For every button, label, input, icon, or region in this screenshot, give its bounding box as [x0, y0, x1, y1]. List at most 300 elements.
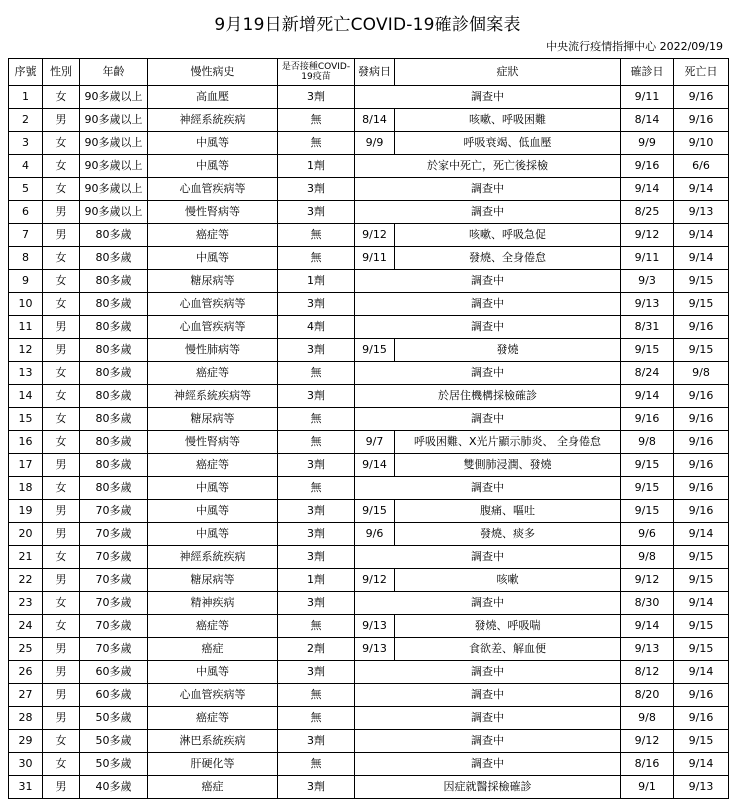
- cell-confirm: 9/15: [621, 500, 674, 523]
- cell-chronic: 精神疾病: [148, 592, 278, 615]
- cell-symptoms: 咳嗽: [395, 569, 621, 592]
- cell-chronic: 高血壓: [148, 86, 278, 109]
- source-line: 中央流行疫情指揮中心 2022/09/19: [546, 40, 723, 53]
- cell-sex: 女: [43, 178, 80, 201]
- cell-onset: 8/14: [355, 109, 395, 132]
- cell-sex: 女: [43, 592, 80, 615]
- cell-vaccine: 3劑: [278, 592, 355, 615]
- cell-death: 9/16: [674, 477, 729, 500]
- cell-death: 9/14: [674, 523, 729, 546]
- cell-death: 9/16: [674, 500, 729, 523]
- cell-no: 13: [9, 362, 43, 385]
- cell-vaccine: 3劑: [278, 454, 355, 477]
- table-row: [9, 638, 729, 661]
- cell-age: 70多歲: [80, 523, 148, 546]
- cell-confirm: 9/14: [621, 385, 674, 408]
- cell-chronic: 癌症等: [148, 707, 278, 730]
- cell-sex: 女: [43, 86, 80, 109]
- cell-vaccine: 無: [278, 408, 355, 431]
- cell-chronic: 中風等: [148, 247, 278, 270]
- cell-vaccine: 3劑: [278, 661, 355, 684]
- cell-age: 80多歲: [80, 224, 148, 247]
- cell-death: 9/16: [674, 707, 729, 730]
- cell-confirm: 9/6: [621, 523, 674, 546]
- cell-confirm: 9/1: [621, 776, 674, 799]
- cell-vaccine: 3劑: [278, 201, 355, 224]
- cell-death: 9/16: [674, 408, 729, 431]
- cell-sex: 男: [43, 339, 80, 362]
- cell-onset: 9/15: [355, 339, 395, 362]
- cell-confirm: 9/16: [621, 408, 674, 431]
- cell-no: 26: [9, 661, 43, 684]
- cell-vaccine: 無: [278, 362, 355, 385]
- cell-age: 80多歲: [80, 477, 148, 500]
- cell-sex: 男: [43, 454, 80, 477]
- cell-vaccine: 無: [278, 224, 355, 247]
- cell-sex: 女: [43, 408, 80, 431]
- cell-chronic: 癌症等: [148, 362, 278, 385]
- cell-age: 70多歲: [80, 638, 148, 661]
- cell-death: 9/14: [674, 224, 729, 247]
- table-row: [9, 776, 729, 799]
- cell-sex: 男: [43, 224, 80, 247]
- cell-symptoms: 調查中: [355, 730, 621, 753]
- cell-sex: 女: [43, 247, 80, 270]
- cell-no: 28: [9, 707, 43, 730]
- cell-chronic: 心血管疾病等: [148, 684, 278, 707]
- cell-chronic: 中風等: [148, 523, 278, 546]
- table-row: [9, 523, 729, 546]
- cell-symptoms: 腹痛、嘔吐: [395, 500, 621, 523]
- table-row: [9, 730, 729, 753]
- cell-vaccine: 無: [278, 707, 355, 730]
- cell-vaccine: 3劑: [278, 776, 355, 799]
- cell-sex: 女: [43, 730, 80, 753]
- cell-chronic: 糖尿病等: [148, 270, 278, 293]
- cell-vaccine: 3劑: [278, 339, 355, 362]
- cell-chronic: 肝硬化等: [148, 753, 278, 776]
- cell-chronic: 癌症等: [148, 615, 278, 638]
- table-header-row: [9, 59, 729, 86]
- cell-vaccine: 2劑: [278, 638, 355, 661]
- table-body: [9, 86, 729, 799]
- table-row: [9, 615, 729, 638]
- cell-symptoms: 發燒: [395, 339, 621, 362]
- cell-confirm: 8/30: [621, 592, 674, 615]
- table-row: [9, 109, 729, 132]
- cell-vaccine: 無: [278, 109, 355, 132]
- cell-age: 80多歲: [80, 247, 148, 270]
- cell-age: 90多歲以上: [80, 86, 148, 109]
- cell-no: 20: [9, 523, 43, 546]
- cell-sex: 男: [43, 776, 80, 799]
- cell-vaccine: 無: [278, 753, 355, 776]
- cell-death: 9/13: [674, 201, 729, 224]
- cell-symptoms: 調查中: [355, 362, 621, 385]
- cell-confirm: 9/15: [621, 454, 674, 477]
- case-table: [8, 58, 729, 799]
- cell-confirm: 8/12: [621, 661, 674, 684]
- cell-sex: 女: [43, 546, 80, 569]
- cell-sex: 男: [43, 638, 80, 661]
- cell-sex: 女: [43, 155, 80, 178]
- table-row: [9, 753, 729, 776]
- cell-age: 50多歲: [80, 730, 148, 753]
- cell-age: 70多歲: [80, 546, 148, 569]
- cell-onset: 9/12: [355, 224, 395, 247]
- cell-age: 80多歲: [80, 385, 148, 408]
- cell-symptoms: 呼吸衰竭、低血壓: [395, 132, 621, 155]
- cell-age: 90多歲以上: [80, 155, 148, 178]
- table-row: [9, 500, 729, 523]
- cell-chronic: 慢性肺病等: [148, 339, 278, 362]
- cell-vaccine: 1劑: [278, 270, 355, 293]
- cell-confirm: 8/31: [621, 316, 674, 339]
- table-row: [9, 155, 729, 178]
- header-vaccine: 是否接種COVID-19疫苗: [278, 59, 355, 86]
- cell-confirm: 9/11: [621, 86, 674, 109]
- cell-symptoms: 發燒、呼吸喘: [395, 615, 621, 638]
- cell-onset: 9/15: [355, 500, 395, 523]
- cell-vaccine: 1劑: [278, 155, 355, 178]
- table-row: [9, 178, 729, 201]
- cell-age: 70多歲: [80, 500, 148, 523]
- cell-symptoms: 調查中: [355, 316, 621, 339]
- cell-confirm: 9/12: [621, 730, 674, 753]
- cell-symptoms: 調查中: [355, 293, 621, 316]
- header-symptoms: 症狀: [395, 59, 621, 86]
- cell-confirm: 9/8: [621, 431, 674, 454]
- cell-confirm: 9/11: [621, 247, 674, 270]
- cell-chronic: 癌症: [148, 776, 278, 799]
- header-age: 年齡: [80, 59, 148, 86]
- cell-death: 9/8: [674, 362, 729, 385]
- cell-sex: 男: [43, 523, 80, 546]
- table-row: [9, 270, 729, 293]
- cell-symptoms: 調查中: [355, 86, 621, 109]
- cell-onset: 9/6: [355, 523, 395, 546]
- cell-symptoms: 調查中: [355, 408, 621, 431]
- cell-sex: 男: [43, 109, 80, 132]
- cell-symptoms: 調查中: [355, 178, 621, 201]
- table-row: [9, 362, 729, 385]
- cell-sex: 女: [43, 385, 80, 408]
- cell-age: 90多歲以上: [80, 109, 148, 132]
- cell-death: 9/15: [674, 293, 729, 316]
- cell-no: 10: [9, 293, 43, 316]
- cell-no: 16: [9, 431, 43, 454]
- cell-no: 18: [9, 477, 43, 500]
- cell-sex: 男: [43, 684, 80, 707]
- cell-symptoms: 雙側肺浸潤、發燒: [395, 454, 621, 477]
- cell-sex: 女: [43, 431, 80, 454]
- cell-no: 30: [9, 753, 43, 776]
- cell-no: 25: [9, 638, 43, 661]
- cell-sex: 女: [43, 753, 80, 776]
- cell-no: 2: [9, 109, 43, 132]
- cell-death: 9/14: [674, 247, 729, 270]
- cell-symptoms: 呼吸困難、X光片顯示肺炎、 全身倦怠: [395, 431, 621, 454]
- cell-onset: 9/14: [355, 454, 395, 477]
- cell-chronic: 中風等: [148, 155, 278, 178]
- table-row: [9, 569, 729, 592]
- cell-symptoms: 調查中: [355, 477, 621, 500]
- cell-death: 9/15: [674, 615, 729, 638]
- cell-death: 9/16: [674, 385, 729, 408]
- cell-death: 9/15: [674, 339, 729, 362]
- cell-sex: 男: [43, 500, 80, 523]
- cell-age: 80多歲: [80, 454, 148, 477]
- header-onset: 發病日: [355, 59, 395, 86]
- cell-vaccine: 無: [278, 684, 355, 707]
- cell-age: 80多歲: [80, 316, 148, 339]
- cell-vaccine: 3劑: [278, 523, 355, 546]
- cell-vaccine: 3劑: [278, 500, 355, 523]
- cell-vaccine: 無: [278, 477, 355, 500]
- header-chronic: 慢性病史: [148, 59, 278, 86]
- cell-age: 90多歲以上: [80, 178, 148, 201]
- cell-chronic: 慢性腎病等: [148, 201, 278, 224]
- cell-vaccine: 1劑: [278, 569, 355, 592]
- cell-death: 9/15: [674, 730, 729, 753]
- cell-death: 9/16: [674, 316, 729, 339]
- cell-vaccine: 3劑: [278, 730, 355, 753]
- cell-death: 9/14: [674, 753, 729, 776]
- cell-age: 70多歲: [80, 592, 148, 615]
- cell-sex: 男: [43, 661, 80, 684]
- cell-symptoms: 調查中: [355, 684, 621, 707]
- cell-age: 50多歲: [80, 707, 148, 730]
- cell-confirm: 9/12: [621, 569, 674, 592]
- cell-symptoms: 調查中: [355, 592, 621, 615]
- cell-death: 9/16: [674, 86, 729, 109]
- cell-death: 9/14: [674, 178, 729, 201]
- cell-confirm: 9/14: [621, 178, 674, 201]
- cell-onset: 9/13: [355, 638, 395, 661]
- cell-confirm: 9/9: [621, 132, 674, 155]
- cell-age: 60多歲: [80, 684, 148, 707]
- table-row: [9, 132, 729, 155]
- cell-chronic: 慢性腎病等: [148, 431, 278, 454]
- cell-no: 11: [9, 316, 43, 339]
- cell-no: 14: [9, 385, 43, 408]
- cell-no: 23: [9, 592, 43, 615]
- cell-vaccine: 3劑: [278, 178, 355, 201]
- cell-chronic: 中風等: [148, 500, 278, 523]
- cell-age: 80多歲: [80, 270, 148, 293]
- cell-no: 19: [9, 500, 43, 523]
- cell-symptoms: 咳嗽、呼吸急促: [395, 224, 621, 247]
- cell-no: 17: [9, 454, 43, 477]
- cell-no: 22: [9, 569, 43, 592]
- cell-age: 80多歲: [80, 362, 148, 385]
- cell-symptoms: 發燒、痰多: [395, 523, 621, 546]
- cell-confirm: 9/13: [621, 293, 674, 316]
- cell-age: 80多歲: [80, 408, 148, 431]
- cell-sex: 女: [43, 477, 80, 500]
- cell-symptoms: 調查中: [355, 546, 621, 569]
- cell-confirm: 9/14: [621, 615, 674, 638]
- cell-vaccine: 3劑: [278, 385, 355, 408]
- cell-confirm: 8/16: [621, 753, 674, 776]
- cell-chronic: 心血管疾病等: [148, 316, 278, 339]
- cell-death: 6/6: [674, 155, 729, 178]
- cell-chronic: 淋巴系統疾病: [148, 730, 278, 753]
- cell-confirm: 9/16: [621, 155, 674, 178]
- cell-confirm: 9/3: [621, 270, 674, 293]
- cell-vaccine: 無: [278, 431, 355, 454]
- cell-chronic: 癌症等: [148, 454, 278, 477]
- cell-onset: 9/13: [355, 615, 395, 638]
- cell-symptoms: 調查中: [355, 270, 621, 293]
- cell-vaccine: 無: [278, 132, 355, 155]
- table-row: [9, 546, 729, 569]
- table-row: [9, 247, 729, 270]
- cell-no: 27: [9, 684, 43, 707]
- cell-vaccine: 無: [278, 615, 355, 638]
- cell-onset: 9/12: [355, 569, 395, 592]
- table-row: [9, 201, 729, 224]
- cell-symptoms: 調查中: [355, 707, 621, 730]
- cell-symptoms: 調查中: [355, 201, 621, 224]
- table-row: [9, 431, 729, 454]
- cell-sex: 女: [43, 270, 80, 293]
- cell-symptoms: 調查中: [355, 753, 621, 776]
- cell-no: 6: [9, 201, 43, 224]
- cell-onset: 9/7: [355, 431, 395, 454]
- cell-no: 8: [9, 247, 43, 270]
- table-row: [9, 661, 729, 684]
- cell-sex: 男: [43, 569, 80, 592]
- cell-symptoms: 調查中: [355, 661, 621, 684]
- cell-death: 9/15: [674, 546, 729, 569]
- table-row: [9, 592, 729, 615]
- cell-sex: 女: [43, 132, 80, 155]
- cell-chronic: 中風等: [148, 132, 278, 155]
- cell-chronic: 神經系統疾病等: [148, 385, 278, 408]
- cell-vaccine: 3劑: [278, 546, 355, 569]
- cell-no: 24: [9, 615, 43, 638]
- cell-confirm: 8/25: [621, 201, 674, 224]
- cell-confirm: 9/8: [621, 707, 674, 730]
- cell-symptoms: 發燒、全身倦怠: [395, 247, 621, 270]
- cell-death: 9/16: [674, 109, 729, 132]
- table-row: [9, 224, 729, 247]
- cell-no: 31: [9, 776, 43, 799]
- cell-confirm: 9/12: [621, 224, 674, 247]
- cell-sex: 女: [43, 362, 80, 385]
- cell-chronic: 神經系統疾病: [148, 546, 278, 569]
- cell-age: 70多歲: [80, 615, 148, 638]
- cell-chronic: 心血管疾病等: [148, 293, 278, 316]
- table-row: [9, 707, 729, 730]
- table-row: [9, 385, 729, 408]
- table-row: [9, 316, 729, 339]
- cell-age: 70多歲: [80, 569, 148, 592]
- cell-onset: 9/9: [355, 132, 395, 155]
- page-title: 9月19日新增死亡COVID-19確診個案表: [214, 15, 521, 35]
- cell-sex: 女: [43, 293, 80, 316]
- cell-symptoms: 咳嗽、呼吸困難: [395, 109, 621, 132]
- cell-confirm: 9/8: [621, 546, 674, 569]
- cell-confirm: 8/24: [621, 362, 674, 385]
- table-row: [9, 684, 729, 707]
- cell-death: 9/14: [674, 661, 729, 684]
- cell-age: 50多歲: [80, 753, 148, 776]
- cell-chronic: 癌症: [148, 638, 278, 661]
- cell-confirm: 9/15: [621, 339, 674, 362]
- cell-no: 15: [9, 408, 43, 431]
- table-row: [9, 477, 729, 500]
- table-row: [9, 293, 729, 316]
- cell-chronic: 中風等: [148, 661, 278, 684]
- cell-age: 60多歲: [80, 661, 148, 684]
- cell-symptoms: 於家中死亡，死亡後採檢: [355, 155, 621, 178]
- cell-vaccine: 4劑: [278, 316, 355, 339]
- table-row: [9, 339, 729, 362]
- header-no: 序號: [9, 59, 43, 86]
- cell-vaccine: 無: [278, 247, 355, 270]
- cell-no: 3: [9, 132, 43, 155]
- cell-symptoms: 於居住機構採檢確診: [355, 385, 621, 408]
- cell-death: 9/16: [674, 454, 729, 477]
- table-row: [9, 408, 729, 431]
- cell-chronic: 癌症等: [148, 224, 278, 247]
- header-sex: 性別: [43, 59, 80, 86]
- cell-chronic: 中風等: [148, 477, 278, 500]
- cell-sex: 男: [43, 316, 80, 339]
- cell-onset: 9/11: [355, 247, 395, 270]
- cell-age: 40多歲: [80, 776, 148, 799]
- cell-age: 80多歲: [80, 431, 148, 454]
- table-row: [9, 454, 729, 477]
- cell-no: 12: [9, 339, 43, 362]
- cell-chronic: 糖尿病等: [148, 408, 278, 431]
- header-confirm: 確診日: [621, 59, 674, 86]
- cell-sex: 女: [43, 615, 80, 638]
- cell-death: 9/15: [674, 569, 729, 592]
- cell-no: 7: [9, 224, 43, 247]
- cell-age: 80多歲: [80, 293, 148, 316]
- cell-age: 80多歲: [80, 339, 148, 362]
- header-death: 死亡日: [674, 59, 729, 86]
- cell-death: 9/16: [674, 431, 729, 454]
- cell-no: 1: [9, 86, 43, 109]
- cell-death: 9/14: [674, 592, 729, 615]
- cell-chronic: 糖尿病等: [148, 569, 278, 592]
- cell-vaccine: 3劑: [278, 293, 355, 316]
- cell-no: 9: [9, 270, 43, 293]
- cell-confirm: 8/20: [621, 684, 674, 707]
- cell-sex: 男: [43, 201, 80, 224]
- cell-sex: 男: [43, 707, 80, 730]
- cell-symptoms: 因症就醫採檢確診: [355, 776, 621, 799]
- cell-no: 29: [9, 730, 43, 753]
- table-row: [9, 86, 729, 109]
- cell-death: 9/13: [674, 776, 729, 799]
- cell-symptoms: 食欲差、解血便: [395, 638, 621, 661]
- cell-confirm: 8/14: [621, 109, 674, 132]
- cell-death: 9/10: [674, 132, 729, 155]
- cell-chronic: 神經系統疾病: [148, 109, 278, 132]
- cell-confirm: 9/15: [621, 477, 674, 500]
- cell-confirm: 9/13: [621, 638, 674, 661]
- cell-chronic: 心血管疾病等: [148, 178, 278, 201]
- cell-death: 9/16: [674, 684, 729, 707]
- cell-age: 90多歲以上: [80, 132, 148, 155]
- cell-death: 9/15: [674, 638, 729, 661]
- cell-no: 21: [9, 546, 43, 569]
